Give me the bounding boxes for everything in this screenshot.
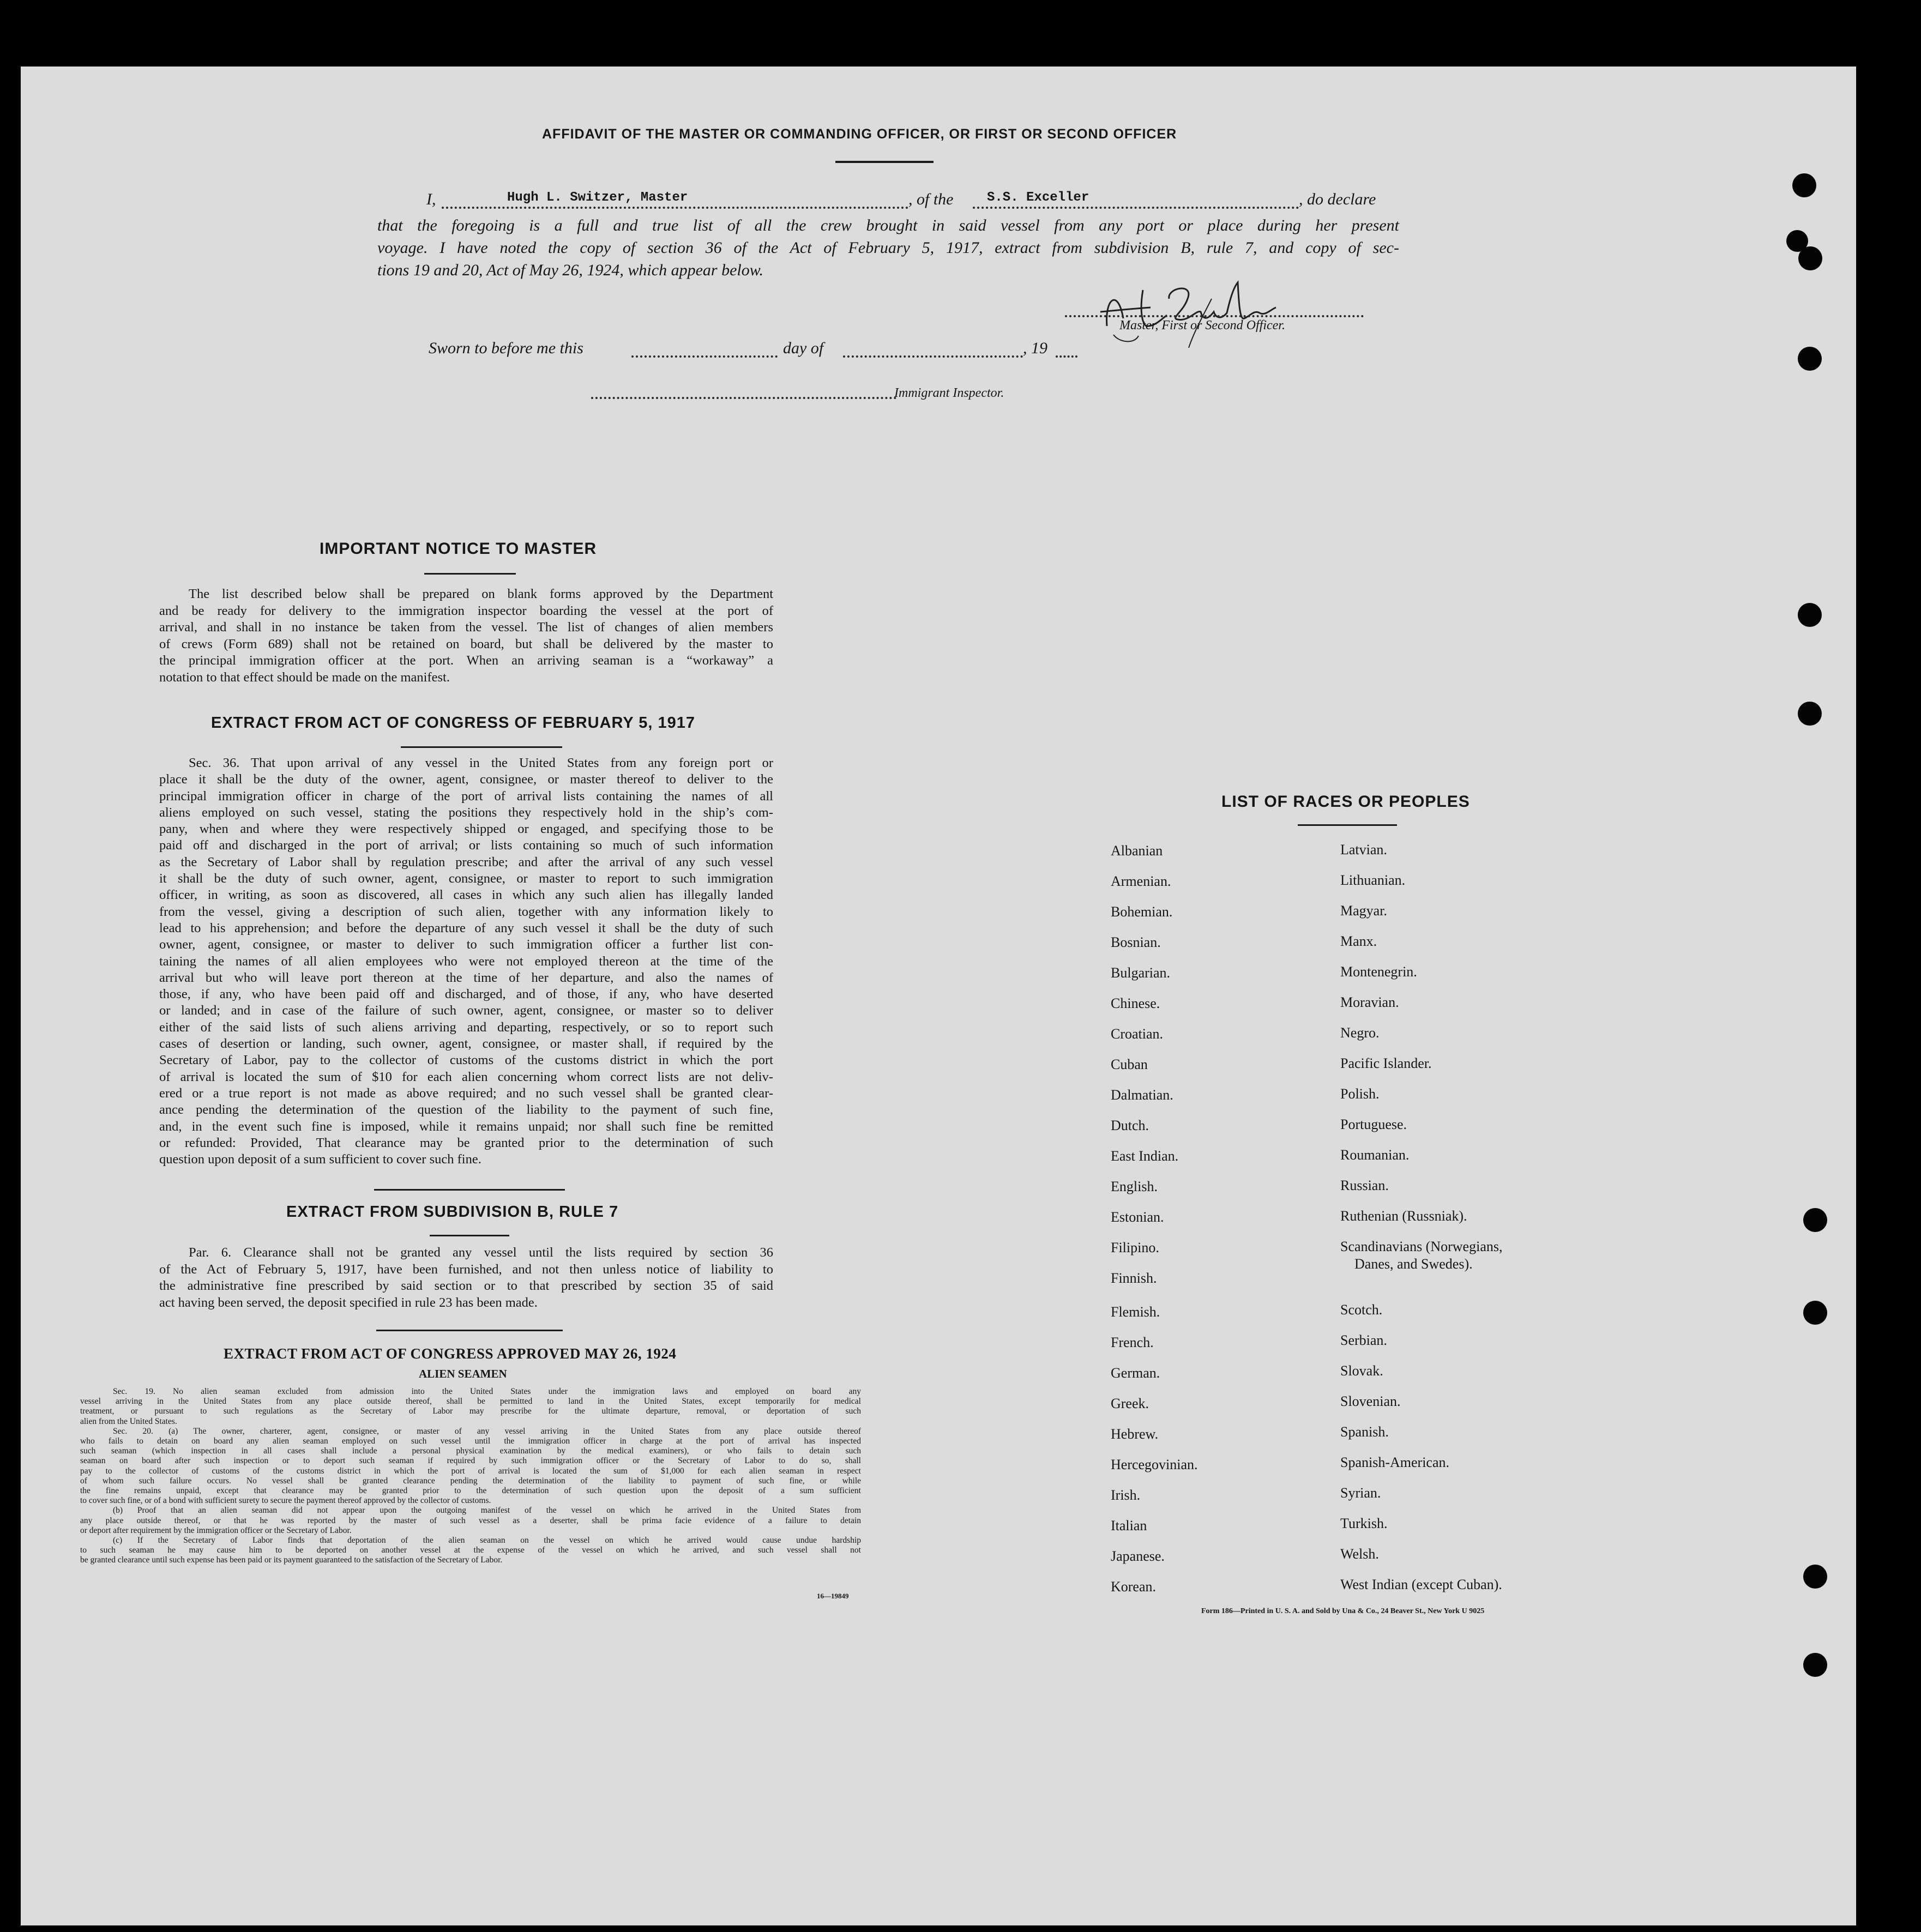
race-item: Hercegovinian. (1111, 1457, 1198, 1472)
race-item: Welsh. (1340, 1546, 1379, 1562)
text-line: Sec. 20. (a) The owner, charterer, agent, consignee, or master of any vessel arriving in the United States from any place outside thereof (113, 1426, 861, 1436)
sworn-line (429, 339, 1094, 361)
year-blank (1056, 355, 1077, 358)
text-line: or deport after requirement by the immigration officer or the Secretary of Labor. (80, 1525, 352, 1535)
race-item: Irish. (1111, 1487, 1141, 1503)
text-line: the administrative fine prescribed by said section or to that prescribed by section 35 of said (159, 1278, 773, 1293)
text-line: arrival, and shall in no instance be taken from the vessel. The list of changes of alien members (159, 620, 773, 635)
text-line: Secretary of Labor, pay to the collector of customs of the customs district in which the port (159, 1053, 773, 1068)
race-item: Montenegrin. (1340, 964, 1417, 980)
signature-caption: Master, First or Second Officer. (1119, 318, 1285, 333)
text-line: it shall be the duty of such owner, agent, consignee, or master to report to such immigration (159, 871, 773, 886)
text-line: be granted clearance until such expense has been paid or its payment guaranteed to the satisfaction of the Secretary of Labor. (80, 1555, 503, 1565)
race-item: East Indian. (1111, 1148, 1179, 1164)
text-line: of crews (Form 689) shall not be retained on board, but shall be delivered by the master to (159, 636, 773, 651)
race-item: Finnish. (1111, 1270, 1157, 1286)
declaration-body-1: that the foregoing is a full and true list of all the crew brought in said vessel from any port or place during her present (377, 216, 1399, 234)
punch-hole (1798, 702, 1822, 726)
punch-hole (1803, 1301, 1827, 1325)
text-line: the principal immigration officer at the port. When an arriving seaman is a “workaway” a (159, 653, 773, 668)
text-line: principal immigration officer in charge of the port of arrival lists containing the names of all (159, 788, 773, 804)
text-line: taining the names of all alien employees who were not employed thereon at the time of the (159, 953, 773, 969)
race-item: Ruthenian (Russniak). (1340, 1208, 1467, 1224)
race-item: Spanish-American. (1340, 1454, 1450, 1470)
race-item: Syrian. (1340, 1485, 1381, 1501)
do-declare-label: , do declare (1299, 190, 1376, 208)
text-line: and, in the event such fine is imposed, while it remains unpaid; nor shall such fine be remitted (159, 1119, 773, 1134)
text-line: Sec. 36. That upon arrival of any vessel in the United States from any foreign port or (189, 756, 773, 770)
race-item: Bohemian. (1111, 904, 1173, 920)
text-line: treatment, or pursuant to such regulations as the Secretary of Labor may prescribe for the ultimate departure, removal, or deportation of such (80, 1406, 861, 1416)
of-the-label: , of the (908, 190, 954, 208)
section-rule (1298, 824, 1397, 826)
extract-1924-subtitle: ALIEN SEAMEN (419, 1367, 507, 1380)
text-line: either of the said lists of such aliens arriving and departing, respectively, or so to report such (159, 1019, 773, 1035)
section-rule (401, 746, 562, 748)
punch-hole (1798, 246, 1822, 270)
text-line: question upon deposit of a sum sufficient to cover such fine. (159, 1152, 481, 1167)
declaration-line (426, 190, 1399, 212)
race-item: Bulgarian. (1111, 965, 1171, 981)
text-line: as the Secretary of Labor shall by regulation prescribe; and after the arrival of any such vessel (159, 854, 773, 870)
race-item: Croatian. (1111, 1026, 1164, 1042)
punch-hole (1798, 603, 1822, 627)
race-item: Estonian. (1111, 1209, 1164, 1225)
text-line: of the Act of February 5, 1917, have been furnished, and not then unless notice of liability to (159, 1261, 773, 1277)
text-line: or refunded: Provided, That clearance may be granted prior to the determination of such (159, 1135, 773, 1150)
month-blank (843, 355, 1023, 358)
race-item: German. (1111, 1365, 1160, 1381)
race-item: Danes, and Swedes). (1354, 1256, 1473, 1272)
punch-hole (1803, 1208, 1827, 1232)
races-title: LIST OF RACES OR PEOPLES (1221, 793, 1470, 811)
form-code: 16—19849 (817, 1592, 849, 1600)
race-item: Russian. (1340, 1178, 1389, 1193)
race-item: Portuguese. (1340, 1116, 1407, 1132)
race-item: Albanian (1111, 843, 1163, 859)
year-label: , 19 (1023, 339, 1047, 357)
text-line: pany, when and where they were respectively shipped or engaged, and specifying those to be (159, 822, 773, 837)
text-line: act having been served, the deposit specified in rule 23 has been made. (159, 1295, 538, 1310)
notice-text (159, 586, 773, 686)
race-item: Scotch. (1340, 1302, 1383, 1318)
declaration-body-2: voyage. I have noted the copy of section 36 of the Act of February 5, 1917, extract from subdivision B, rule 7, and copy of sec- (377, 239, 1399, 257)
vessel-blank (973, 207, 1299, 209)
text-line: Sec. 19. No alien seaman excluded from admission into the United States under the immigration laws and employed on board any (113, 1387, 861, 1396)
master-signature (1085, 266, 1292, 348)
text-line: alien from the United States. (80, 1416, 177, 1426)
text-line: vessel arriving in the United States from any place outside thereof, shall be permitted to land in the United States, except temporarily for medical (80, 1397, 861, 1406)
text-line: or landed; and in case of the failure of such owner, agent, consignee, or master so to deliver (159, 1003, 773, 1018)
text-line: arrival but who will leave port thereon at the time of her departure, and also the names of (159, 970, 773, 985)
race-item: Roumanian. (1340, 1147, 1410, 1163)
race-item: Dalmatian. (1111, 1087, 1173, 1103)
vessel-name: S.S. Exceller (985, 190, 1091, 205)
text-line: to such seaman he may cause him to be deported on another vessel at the expense of the vessel on which he arrived, and such vessel shall not (80, 1545, 861, 1555)
form-printer-note: Form 186—Printed in U. S. A. and Sold by Una & Co., 24 Beaver St., New York U 9025 (1201, 1607, 1485, 1615)
notice-title: IMPORTANT NOTICE TO MASTER (320, 540, 597, 558)
race-item: Slovak. (1340, 1363, 1383, 1379)
name-blank (442, 207, 908, 209)
race-item: Bosnian. (1111, 934, 1161, 950)
race-item: Hebrew. (1111, 1426, 1159, 1442)
race-item: Serbian. (1340, 1332, 1387, 1348)
race-item: Greek. (1111, 1396, 1149, 1411)
race-item: Dutch. (1111, 1118, 1149, 1133)
text-line: ered or a true report is not made as above required; and no such vessel shall be granted clear- (159, 1085, 773, 1101)
text-line: notation to that effect should be made on the manifest. (159, 669, 450, 685)
extract-rule7-text (159, 1245, 773, 1311)
race-item: Filipino. (1111, 1240, 1159, 1255)
inspector-signature-line (591, 397, 896, 399)
race-item: Manx. (1340, 933, 1377, 949)
extract-1924-text (80, 1387, 861, 1566)
race-item: Lithuanian. (1340, 872, 1406, 888)
race-item: Flemish. (1111, 1304, 1160, 1320)
title-underline (835, 161, 934, 163)
race-item: Turkish. (1340, 1516, 1388, 1531)
section-rule (374, 1189, 565, 1191)
race-item: Armenian. (1111, 873, 1171, 889)
day-of-label: day of (783, 339, 824, 357)
text-line: to cover such fine, or of a bond with sufficient surety to secure the payment thereof approved by the collector of customs. (80, 1496, 491, 1506)
text-line: The list described below shall be prepared on blank forms approved by the Department (189, 587, 773, 601)
affidavit-title: AFFIDAVIT OF THE MASTER OR COMMANDING OFFICER, OR FIRST OR SECOND OFFICER (542, 126, 1177, 142)
race-item: West Indian (except Cuban). (1340, 1577, 1502, 1592)
sworn-label: Sworn to before me this (429, 339, 583, 357)
text-line: officer, in writing, as soon as discovered, all cases in which any such alien has illegally landed (159, 887, 773, 903)
race-item: Italian (1111, 1518, 1147, 1533)
race-item: Negro. (1340, 1025, 1380, 1041)
extract-1917-title: EXTRACT FROM ACT OF CONGRESS OF FEBRUARY 5, 1917 (211, 714, 696, 732)
race-item: Polish. (1340, 1086, 1380, 1102)
race-item: Cuban (1111, 1056, 1148, 1072)
text-line: paid off and discharged in the port of arrival; or lists containing so much of such information (159, 838, 773, 853)
section-rule (424, 573, 516, 575)
race-item: Slovenian. (1340, 1393, 1401, 1409)
race-item: Japanese. (1111, 1548, 1165, 1564)
inspector-label: Immigrant Inspector. (894, 386, 1004, 400)
section-rule (430, 1235, 509, 1236)
text-line: aliens employed on such vessel, stating the positions they respectively hold in the ship’s com- (159, 805, 773, 820)
text-line: the fine remains unpaid, except that clearance may be granted prior to the determination of such question upon the deposit of a sum sufficient (80, 1486, 861, 1496)
declaration-body-3: tions 19 and 20, Act of May 26, 1924, which appear below. (377, 261, 764, 279)
text-line: owner, agent, consignee, or master to deliver to such immigration officer a further list con- (159, 937, 773, 952)
race-item: Pacific Islander. (1340, 1055, 1432, 1071)
day-blank (631, 355, 778, 358)
text-line: (c) If the Secretary of Labor finds that deportation of the alien seaman on the vessel on which he arrived would cause undue hardship (113, 1536, 861, 1545)
text-line: place it shall be the duty of the owner, agent, consignee, or master thereof to deliver to the (159, 772, 773, 787)
race-item: English. (1111, 1179, 1158, 1194)
text-line: cases of desertion or landing, such owner, agent, consignee, or master shall, if required by the (159, 1036, 773, 1052)
text-line: of whom such failure occurs. No vessel shall be granted clearance pending the determination of the liability to payment of such fine, or while (80, 1476, 861, 1486)
text-line: and be ready for delivery to the immigration inspector boarding the vessel at the port of (159, 603, 773, 618)
text-line: seaman on board after such inspection or to deport such seaman if required by such immigration officer or the Secretary of Labor to do so, shall (80, 1456, 861, 1466)
race-item: Moravian. (1340, 994, 1399, 1010)
race-item: Magyar. (1340, 903, 1387, 919)
extract-1924-title: EXTRACT FROM ACT OF CONGRESS APPROVED MAY 26, 1924 (224, 1345, 677, 1362)
master-name: Hugh L. Switzer, Master (505, 190, 690, 205)
text-line: such seaman (which inspection in all cases shall include a personal physical examination by the medical examiners), or who fails to detain such (80, 1446, 861, 1456)
race-item: Korean. (1111, 1579, 1157, 1595)
text-line: Par. 6. Clearance shall not be granted any vessel until the lists required by section 36 (189, 1245, 773, 1260)
race-item: Chinese. (1111, 995, 1160, 1011)
text-line: (b) Proof that an alien seaman did not appear upon the outgoing manifest of the vessel on which he arrived in the United States from (113, 1506, 861, 1516)
text-line: those, if any, who have been paid off and discharged, and of those, if any, who have deserted (159, 987, 773, 1002)
race-item: Spanish. (1340, 1424, 1389, 1440)
text-line: ance pending the determination of the question of the liability to the payment of such fine, (159, 1102, 773, 1118)
punch-hole (1792, 173, 1816, 197)
text-line: any place outside thereof, or that he was reported by the master of such vessel as a deserter, shall be prima facie evidence of a failure to detain (80, 1516, 861, 1525)
text-line: of arrival is located the sum of $10 for each alien concerning whom correct lists are not deliv- (159, 1069, 773, 1084)
text-line: pay to the collector of customs of the customs district in which the port of arrival is located the sum of $1,000 for each alien seaman in respect (80, 1466, 861, 1476)
punch-hole (1803, 1653, 1827, 1677)
section-rule (376, 1330, 563, 1331)
extract-rule7-title: EXTRACT FROM SUBDIVISION B, RULE 7 (286, 1203, 619, 1221)
text-line: who fails to detain on board any alien seaman employed on such vessel until the immigration officer in charge at the port of arrival has inspected (80, 1436, 861, 1446)
punch-hole (1803, 1565, 1827, 1589)
signature-line (1065, 315, 1364, 317)
text-line: from the vessel, giving a description of such alien, together with any information likely to (159, 904, 773, 919)
race-item: Scandinavians (Norwegians, (1340, 1239, 1503, 1254)
punch-hole (1798, 347, 1822, 371)
text-line: lead to his apprehension; and before the departure of any such vessel it shall be the duty of such (159, 920, 773, 935)
race-item: Latvian. (1340, 842, 1387, 858)
extract-1917-text (159, 755, 773, 1168)
race-item: French. (1111, 1335, 1154, 1350)
i-label: I, (426, 190, 436, 208)
